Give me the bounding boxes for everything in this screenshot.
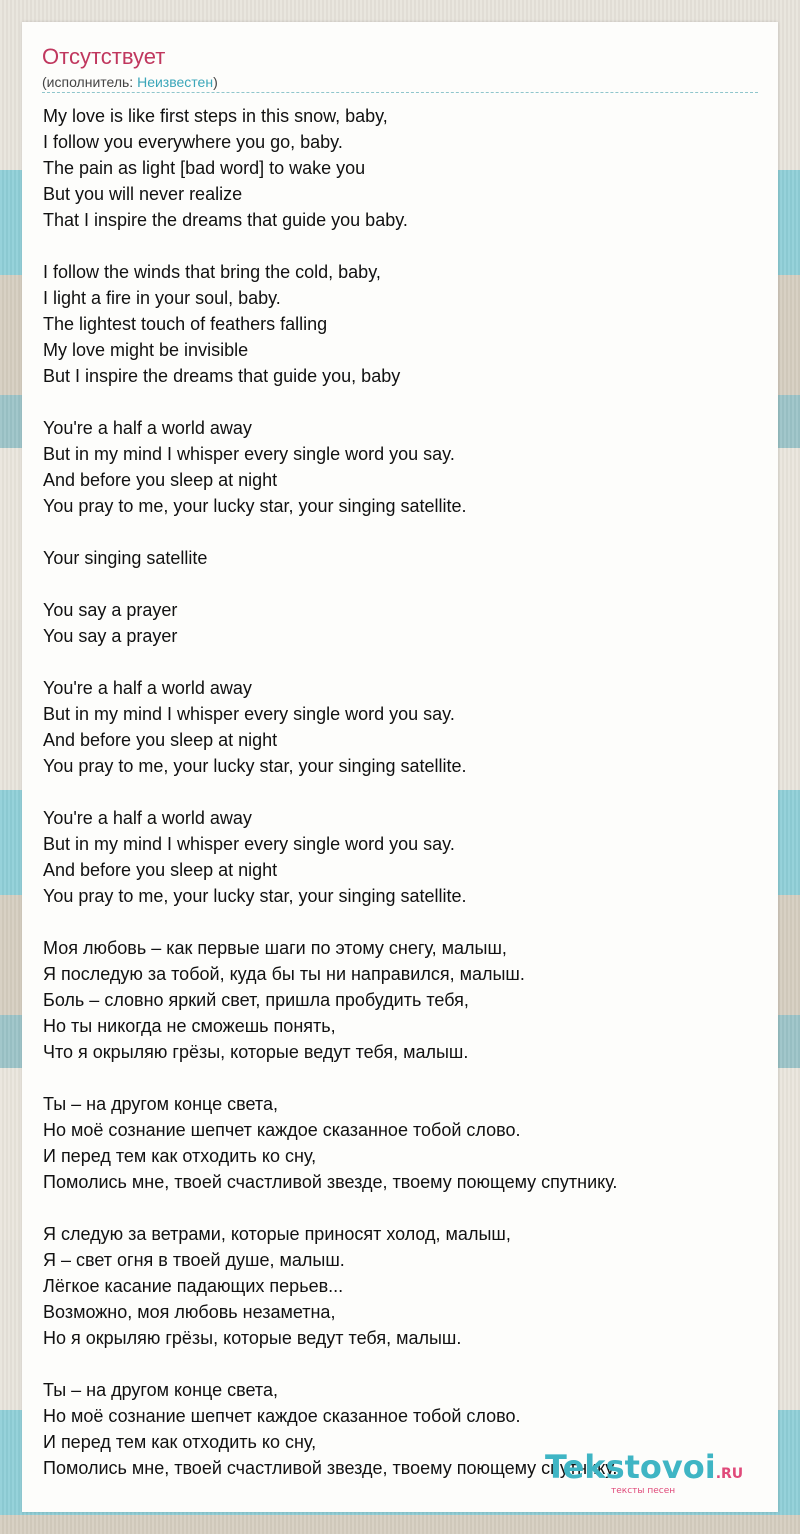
lyric-line: Your singing satellite xyxy=(43,548,208,568)
lyric-line: That I inspire the dreams that guide you baby. xyxy=(43,210,408,230)
lyric-line: И перед тем как отходить ко сну, xyxy=(43,1432,317,1452)
lyric-line: I follow the winds that bring the cold, baby, xyxy=(43,262,381,282)
lyric-line: Но я окрыляю грёзы, которые ведут тебя, малыш. xyxy=(43,1328,462,1348)
stanza-gap xyxy=(43,1065,763,1091)
logo-tagline: тексты песен xyxy=(611,1486,676,1496)
stanza-gap xyxy=(43,233,763,259)
lyric-line: Боль – словно яркий свет, пришла пробудить тебя, xyxy=(43,990,469,1010)
lyric-line: The lightest touch of feathers falling xyxy=(43,314,328,334)
lyrics-text xyxy=(43,103,763,1481)
lyric-line: You pray to me, your lucky star, your singing satellite. xyxy=(43,886,467,906)
stanza-gap xyxy=(43,519,763,545)
lyric-line: Я следую за ветрами, которые приносят холод, малыш, xyxy=(43,1224,511,1244)
stanza-gap xyxy=(43,571,763,597)
song-title: Отсутствует xyxy=(42,44,166,69)
lyric-line: Ты – на другом конце света, xyxy=(43,1094,278,1114)
stanza-gap xyxy=(43,909,763,935)
lyric-line: You say a prayer xyxy=(43,626,178,646)
lyric-line: Что я окрыляю грёзы, которые ведут тебя, малыш. xyxy=(43,1042,469,1062)
artist-suffix: ) xyxy=(213,74,218,90)
lyric-line: Я – свет огня в твоей душе, малыш. xyxy=(43,1250,345,1270)
lyric-line: But you will never realize xyxy=(43,184,243,204)
lyric-line: And before you sleep at night xyxy=(43,470,278,490)
lyric-line: The pain as light [bad word] to wake you xyxy=(43,158,366,178)
lyric-line: You're a half a world away xyxy=(43,418,252,438)
artist-link[interactable]: Неизвестен xyxy=(137,74,214,90)
lyric-line: Возможно, моя любовь незаметна, xyxy=(43,1302,336,1322)
lyric-line: But I inspire the dreams that guide you, baby xyxy=(43,366,401,386)
logo-name: Tekstovoi xyxy=(545,1448,716,1486)
stanza-gap xyxy=(43,1351,763,1377)
artist-line xyxy=(42,73,218,91)
lyric-line: My love might be invisible xyxy=(43,340,249,360)
site-logo[interactable] xyxy=(545,1448,743,1486)
lyric-line: Помолись мне, твоей счастливой звезде, твоему поющему спутнику. xyxy=(43,1172,618,1192)
lyric-line: Но ты никогда не сможешь понять, xyxy=(43,1016,336,1036)
stanza-gap xyxy=(43,649,763,675)
lyric-line: You're a half a world away xyxy=(43,808,252,828)
lyric-line: Моя любовь – как первые шаги по этому снегу, малыш, xyxy=(43,938,507,958)
lyric-line: You pray to me, your lucky star, your singing satellite. xyxy=(43,496,467,516)
lyric-line: You say a prayer xyxy=(43,600,178,620)
lyric-line: You're a half a world away xyxy=(43,678,252,698)
lyrics-card xyxy=(22,22,778,1512)
divider xyxy=(42,92,758,93)
lyric-line: Помолись мне, твоей счастливой звезде, твоему поющему спутнику. xyxy=(43,1458,618,1478)
stanza-gap xyxy=(43,1195,763,1221)
lyric-line: But in my mind I whisper every single word you say. xyxy=(43,834,455,854)
lyric-line: I light a fire in your soul, baby. xyxy=(43,288,281,308)
lyric-line: My love is like first steps in this snow, baby, xyxy=(43,106,388,126)
lyric-line: Ты – на другом конце света, xyxy=(43,1380,278,1400)
lyric-line: Лёгкое касание падающих перьев... xyxy=(43,1276,344,1296)
artist-prefix: (исполнитель: xyxy=(42,74,138,90)
lyric-line: I follow you everywhere you go, baby. xyxy=(43,132,343,152)
lyric-line: But in my mind I whisper every single word you say. xyxy=(43,444,455,464)
stanza-gap xyxy=(43,779,763,805)
lyric-line: And before you sleep at night xyxy=(43,860,278,880)
lyric-line: Я последую за тобой, куда бы ты ни направился, малыш. xyxy=(43,964,525,984)
lyric-line: You pray to me, your lucky star, your singing satellite. xyxy=(43,756,467,776)
stanza-gap xyxy=(43,389,763,415)
lyric-line: Но моё сознание шепчет каждое сказанное тобой слово. xyxy=(43,1120,521,1140)
lyric-line: And before you sleep at night xyxy=(43,730,278,750)
lyric-line: But in my mind I whisper every single word you say. xyxy=(43,704,455,724)
logo-tld: .RU xyxy=(715,1466,744,1482)
lyric-line: И перед тем как отходить ко сну, xyxy=(43,1146,317,1166)
lyric-line: Но моё сознание шепчет каждое сказанное тобой слово. xyxy=(43,1406,521,1426)
